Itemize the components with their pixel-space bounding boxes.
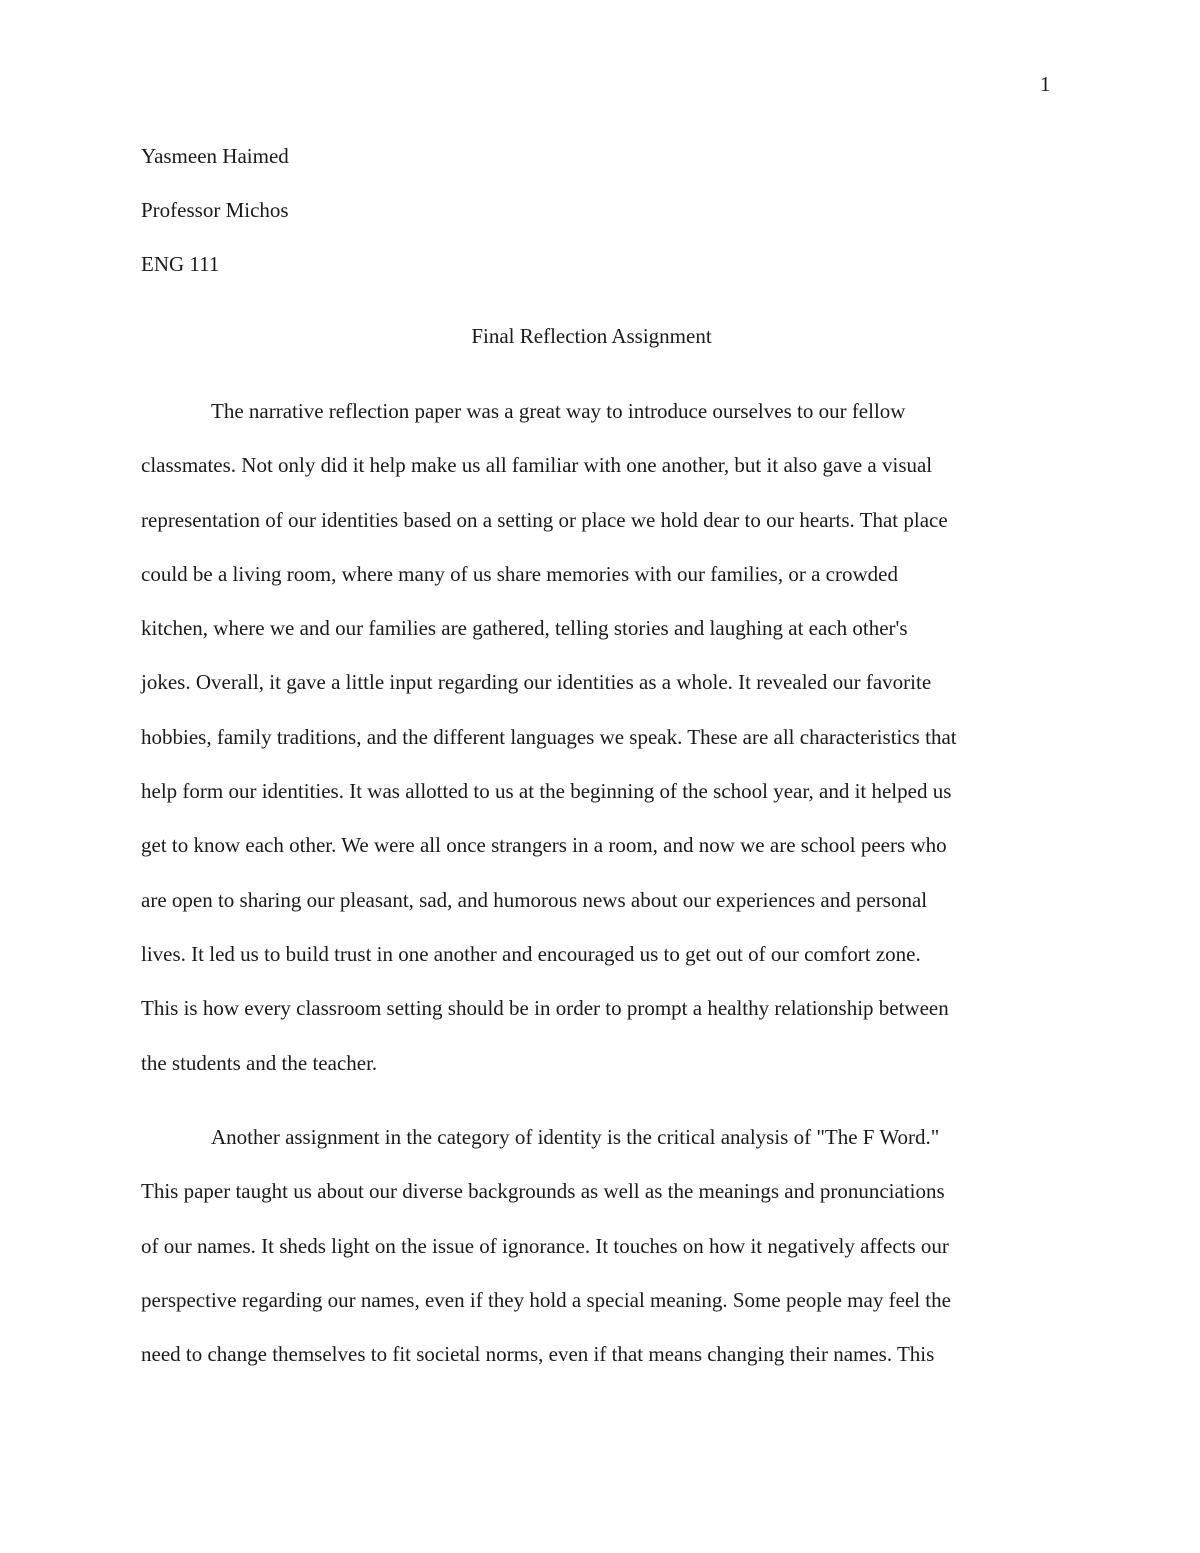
paragraph-1 <box>141 399 1061 1105</box>
paragraph-line: the students and the teacher. <box>141 1050 378 1075</box>
course-name: ENG 111 <box>141 252 220 276</box>
paragraph-line: Another assignment in the category of identity is the critical analysis of "The F Word." <box>211 1125 940 1149</box>
professor-name: Professor Michos <box>141 198 289 222</box>
paragraph-2 <box>141 1125 1061 1396</box>
author-name: Yasmeen Haimed <box>141 144 289 168</box>
paragraph-line: classmates. Not only did it help make us all familiar with one another, but it also gave a visual <box>141 453 933 478</box>
paragraph-line: lives. It led us to build trust in one another and encouraged us to get out of our comfort zone. <box>141 941 921 966</box>
paragraph-line: help form our identities. It was allotted to us at the beginning of the school year, and it helped us <box>141 779 952 804</box>
paragraph-line: The narrative reflection paper was a great way to introduce ourselves to our fellow <box>211 399 906 423</box>
document-title: Final Reflection Assignment <box>471 324 712 348</box>
paragraph-line: could be a living room, where many of us share memories with our families, or a crowded <box>141 561 898 586</box>
paragraph-line: This paper taught us about our diverse backgrounds as well as the meanings and pronunciations <box>141 1179 945 1204</box>
paragraph-line: are open to sharing our pleasant, sad, and humorous news about our experiences and personal <box>141 887 928 912</box>
paragraph-line: get to know each other. We were all once strangers in a room, and now we are school peers who <box>141 833 947 858</box>
paragraph-line: jokes. Overall, it gave a little input regarding our identities as a whole. It revealed our favorite <box>141 670 932 695</box>
paragraph-line: need to change themselves to fit societal norms, even if that means changing their names. This <box>141 1342 935 1367</box>
paragraph-line: kitchen, where we and our families are gathered, telling stories and laughing at each other's <box>141 616 908 641</box>
page-number: 1 <box>1040 72 1051 96</box>
paragraph-line: representation of our identities based on a setting or place we hold dear to our hearts. That place <box>141 507 948 532</box>
paragraph-line: perspective regarding our names, even if they hold a special meaning. Some people may feel the <box>141 1287 951 1312</box>
paragraph-line: of our names. It sheds light on the issue of ignorance. It touches on how it negatively affects our <box>141 1233 949 1258</box>
paragraph-line: hobbies, family traditions, and the different languages we speak. These are all characteristics that <box>141 724 957 749</box>
paragraph-line: This is how every classroom setting should be in order to prompt a healthy relationship between <box>141 996 949 1021</box>
